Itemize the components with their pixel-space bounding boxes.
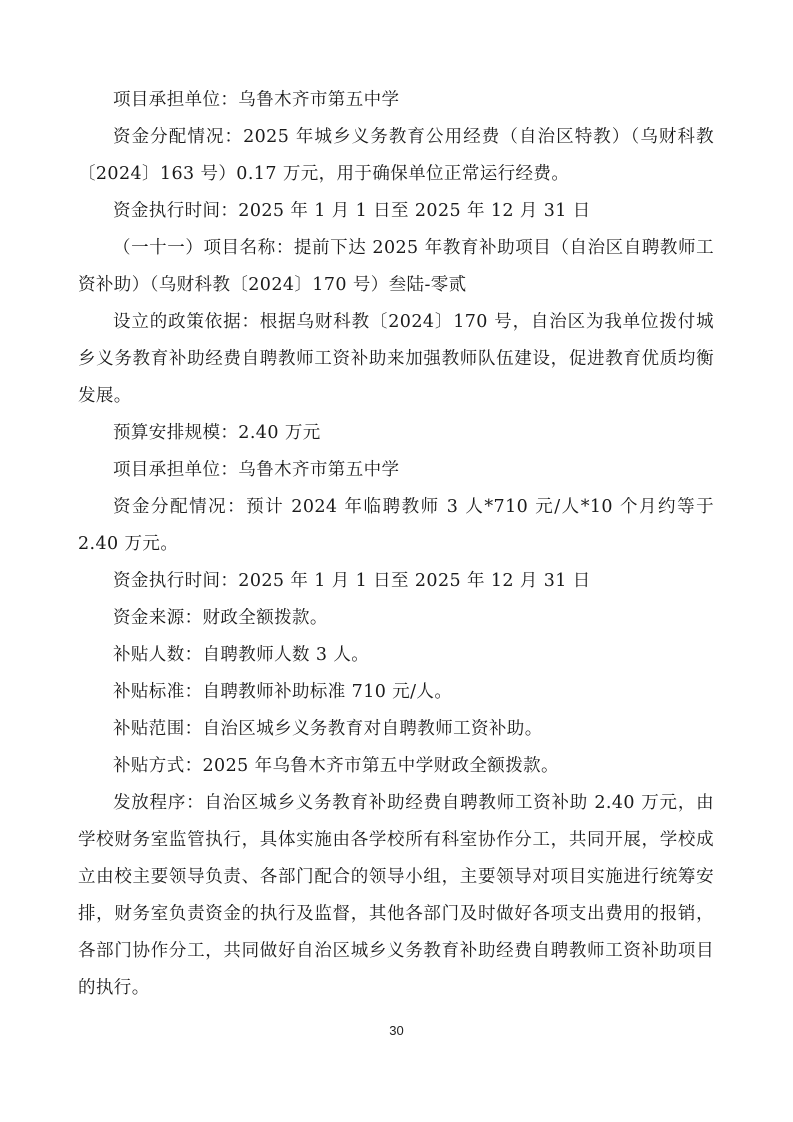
paragraph-distribution-procedure: 发放程序：自治区城乡义务教育补助经费自聘教师工资补助 2.40 万元，由学校财务室监管执行，具体实施由各学校所有科室协作分工，共同开展，学校成立由校主要领导负责、各部门配合的领导小组，主要领导对项目实施进行统筹安排，财务室负责资金的执行及监督，其他各部门及时做好各项支出费用的报销，各部门协作分工，共同做好自治区城乡义务教育补助经费自聘教师工资补助项目的执行。 [78,793,714,998]
paragraph-fund-source: 资金来源：财政全额拨款。 [113,608,328,628]
paragraph-subsidy-count: 补贴人数：自聘教师人数 3 人。 [113,645,370,665]
paragraph-undertaking-unit-2: 项目承担单位：乌鲁木齐市第五中学 [113,460,400,480]
document-body [78,82,720,1007]
paragraph-subsidy-standard: 补贴标准：自聘教师补助标准 710 元/人。 [113,682,453,702]
page-number: 30 [389,1023,404,1038]
paragraph-project-name-heading: （一十一）项目名称：提前下达 2025 年教育补助项目（自治区自聘教师工资补助）（乌财科教〔2024〕170 号）叁陆-零贰 [78,238,714,295]
paragraph-fund-allocation-2: 资金分配情况：预计 2024 年临聘教师 3 人*710 元/人*10 个月约等于 2.40 万元。 [78,497,720,554]
paragraph-execution-time-2: 资金执行时间：2025 年 1 月 1 日至 2025 年 12 月 31 日 [113,571,591,591]
paragraph-undertaking-unit: 项目承担单位：乌鲁木齐市第五中学 [113,90,400,110]
paragraph-budget-scale: 预算安排规模：2.40 万元 [113,423,321,443]
paragraph-policy-basis: 设立的政策依据：根据乌财科教〔2024〕170 号，自治区为我单位拨付城乡义务教育补助经费自聘教师工资补助来加强教师队伍建设，促进教育优质均衡发展。 [78,312,714,406]
paragraph-execution-time: 资金执行时间：2025 年 1 月 1 日至 2025 年 12 月 31 日 [113,201,591,221]
paragraph-subsidy-scope: 补贴范围：自治区城乡义务教育对自聘教师工资补助。 [113,719,543,739]
paragraph-fund-allocation: 资金分配情况：2025 年城乡义务教育公用经费（自治区特教）（乌财科教〔2024〕163 号）0.17 万元，用于确保单位正常运行经费。 [78,127,714,184]
paragraph-subsidy-method: 补贴方式：2025 年乌鲁木齐市第五中学财政全额拨款。 [113,756,559,776]
